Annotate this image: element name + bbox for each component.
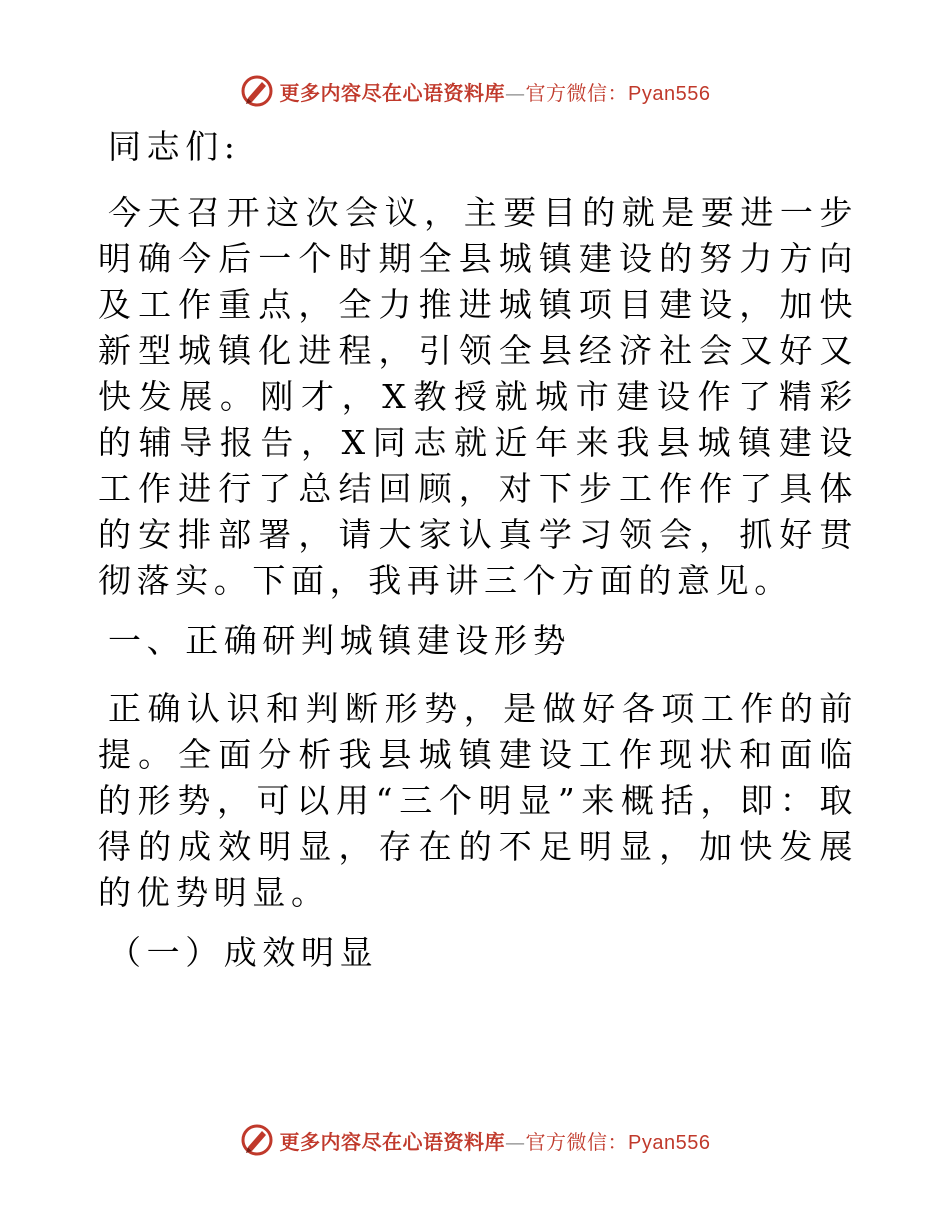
footer-banner-sub: 官方微信： <box>525 1129 629 1154</box>
pen-logo-icon <box>240 74 274 108</box>
paragraph-1: 今天召开这次会议，主要目的就是要进一步明确今后一个时期全县城镇建设的努力方向及工作重点，全力推进城镇项目建设，加快新型城镇化进程，引领全县经济社会又好又快发展。刚才，X教授就城市建设作了精彩的辅导报告，X同志就近年来我县城镇建设工作进行了总结回顾，对下步工作作了具体的安排部署，请大家认真学习领会，抓好贯彻落实。下面，我再讲三个方面的意见。 <box>98 193 858 600</box>
greeting: 同志们: <box>108 127 241 166</box>
footer-banner-text <box>280 1126 711 1155</box>
header-banner-id: Pyan556 <box>628 82 711 105</box>
header-banner-sub: 官方微信： <box>525 80 629 105</box>
footer-banner <box>0 1120 950 1160</box>
section-heading-1: 一、正确研判城镇建设形势 <box>108 621 572 660</box>
header-banner-main: 更多内容尽在心语资料库 <box>279 80 506 105</box>
paragraph-2: 正确认识和判断形势，是做好各项工作的前提。全面分析我县城镇建设工作现状和面临的形势，可以用“三个明显”来概括，即：取得的成效明显，存在的不足明显，加快发展的优势明显。 <box>98 689 858 912</box>
header-banner-dash: — <box>505 80 526 105</box>
header-banner-text <box>280 77 711 106</box>
footer-banner-id: Pyan556 <box>628 1131 711 1154</box>
document-body <box>98 124 858 976</box>
subsection-heading-1: （一）成效明显 <box>108 933 379 972</box>
footer-banner-dash: — <box>505 1129 526 1154</box>
pen-logo-icon <box>240 1123 274 1157</box>
footer-banner-main: 更多内容尽在心语资料库 <box>279 1129 506 1154</box>
header-banner <box>0 71 950 111</box>
